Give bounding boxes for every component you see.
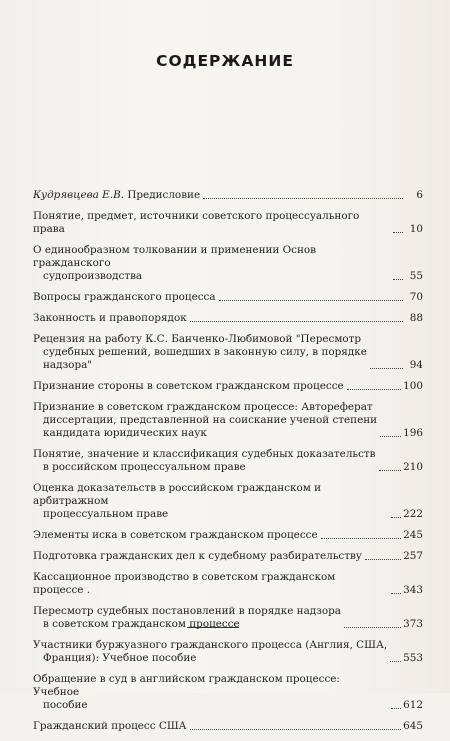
divider xyxy=(187,627,239,628)
dot-leader xyxy=(321,537,402,539)
dot-leader xyxy=(393,278,403,280)
dot-leader xyxy=(393,231,403,233)
toc-entry-page-number: 645 xyxy=(403,720,423,732)
toc-entry-line: пособие xyxy=(43,699,88,711)
toc-entry-author: Кудрявцева Е.В. xyxy=(33,189,125,201)
dot-leader xyxy=(370,367,403,369)
toc-entry xyxy=(33,571,423,597)
toc-entry-line: Элементы иска в советском гражданском процессе xyxy=(33,529,318,541)
toc-entry-page-number: 245 xyxy=(403,529,423,541)
toc-entry-line: Понятие, предмет, источники советского процессуального права xyxy=(33,210,360,235)
toc-entry-line: в российском процессуальном праве xyxy=(43,461,246,473)
toc-entry xyxy=(33,401,423,440)
toc-entry-page-number: 196 xyxy=(403,427,423,439)
toc-entry-line: диссертации, представленной на соискание ученой степени xyxy=(43,414,378,426)
toc-entry-title xyxy=(33,312,187,325)
toc-entry-line: Участники буржуазного гражданского процесса (Англия, США, xyxy=(33,639,388,651)
toc-entry xyxy=(33,639,423,665)
dot-leader xyxy=(190,728,402,730)
toc-entry xyxy=(33,189,423,202)
toc-entry-title-text: Предисловие xyxy=(127,189,201,201)
toc-entry-line: процессуальном праве xyxy=(43,508,169,520)
toc-entry xyxy=(33,291,423,304)
toc-entry-page-number: 257 xyxy=(403,550,423,562)
toc-entry-line: Подготовка гражданских дел к судебному разбирательству xyxy=(33,550,362,562)
table-of-contents xyxy=(33,189,423,741)
toc-entry-line: Рецензия на работу К.С. Банченко-Любимовой "Пересмотр xyxy=(33,333,362,345)
toc-entry-title xyxy=(33,333,367,372)
toc-entry-line: Обращение в суд в английском гражданском процессе: Учебное xyxy=(33,673,340,698)
toc-entry-line: Признание стороны в советском гражданском процессе xyxy=(33,380,344,392)
toc-entry-page-number: 55 xyxy=(409,270,423,282)
toc-entry-title xyxy=(33,401,377,440)
toc-entry-line: Понятие, значение и классификация судебных доказательств xyxy=(33,448,376,460)
toc-entry-line: Пересмотр судебных постановлений в порядке надзора xyxy=(33,605,341,617)
dot-leader xyxy=(344,626,401,628)
toc-entry-title xyxy=(33,571,388,597)
toc-entry-title xyxy=(33,244,390,283)
toc-entry-line: Кассационное производство в советском гражданском процессе . xyxy=(33,571,336,596)
toc-entry xyxy=(33,333,423,372)
dot-leader xyxy=(365,558,401,560)
toc-entry xyxy=(33,448,423,474)
toc-entry-line: Вопросы гражданского процесса xyxy=(33,291,216,303)
toc-entry-page-number: 210 xyxy=(403,461,423,473)
toc-entry-title xyxy=(33,210,390,236)
dot-leader xyxy=(391,707,401,709)
toc-entry-line: Гражданский процесс США xyxy=(33,720,187,732)
toc-entry-page-number: 222 xyxy=(403,508,423,520)
toc-entry-line: Признание в советском гражданском процессе: Автореферат xyxy=(33,401,373,413)
toc-entry-page-number: 373 xyxy=(403,618,423,630)
toc-entry-title xyxy=(33,189,200,202)
dot-leader xyxy=(380,435,401,437)
dot-leader xyxy=(391,592,401,594)
toc-entry xyxy=(33,529,423,542)
toc-entry-title xyxy=(33,482,388,521)
toc-entry-title xyxy=(33,448,376,474)
dot-leader xyxy=(203,197,403,199)
toc-entry-page-number: 612 xyxy=(403,699,423,711)
toc-entry xyxy=(33,380,423,393)
toc-entry-title xyxy=(33,380,344,393)
dot-leader xyxy=(190,320,403,322)
toc-entry-title xyxy=(33,291,216,304)
toc-entry-title xyxy=(33,639,387,665)
toc-entry-line: судопроизводства xyxy=(43,270,143,282)
toc-entry-page-number: 553 xyxy=(403,652,423,664)
toc-entry xyxy=(33,550,423,563)
dot-leader xyxy=(390,660,401,662)
page-title: СОДЕРЖАНИЕ xyxy=(156,52,294,70)
toc-entry xyxy=(33,312,423,325)
toc-entry xyxy=(33,720,423,733)
toc-entry-line: судебных решений, вошедших в законную силу, в порядке xyxy=(43,346,367,358)
toc-entry-line: кандидата юридических наук xyxy=(43,427,207,439)
toc-entry xyxy=(33,244,423,283)
dot-leader xyxy=(391,516,401,518)
dot-leader xyxy=(347,388,401,390)
toc-entry-title xyxy=(33,529,318,542)
toc-entry-line: Законность и правопорядок xyxy=(33,312,187,324)
dot-leader xyxy=(379,469,402,471)
toc-entry xyxy=(33,210,423,236)
toc-entry-page-number: 70 xyxy=(409,291,423,303)
toc-entry-page-number: 94 xyxy=(409,359,423,371)
toc-entry-title xyxy=(33,550,362,563)
toc-entry-page-number: 88 xyxy=(409,312,423,324)
toc-entry-page-number: 10 xyxy=(409,223,423,235)
toc-entry-line: Франция): Учебное пособие xyxy=(43,652,197,664)
toc-entry-page-number: 100 xyxy=(403,380,423,392)
toc-entry xyxy=(33,482,423,521)
dot-leader xyxy=(219,299,403,301)
toc-entry-line: надзора" xyxy=(43,359,93,371)
toc-entry-line: О единообразном толковании и применении Основ гражданского xyxy=(33,244,317,269)
toc-entry-line: Оценка доказательств в российском гражданском и арбитражном xyxy=(33,482,322,507)
toc-entry-page-number: 343 xyxy=(403,584,423,596)
toc-entry-line: в советском гражданском процессе xyxy=(43,618,240,630)
toc-entry-page-number: 6 xyxy=(416,189,423,201)
toc-entry-title xyxy=(33,720,187,733)
